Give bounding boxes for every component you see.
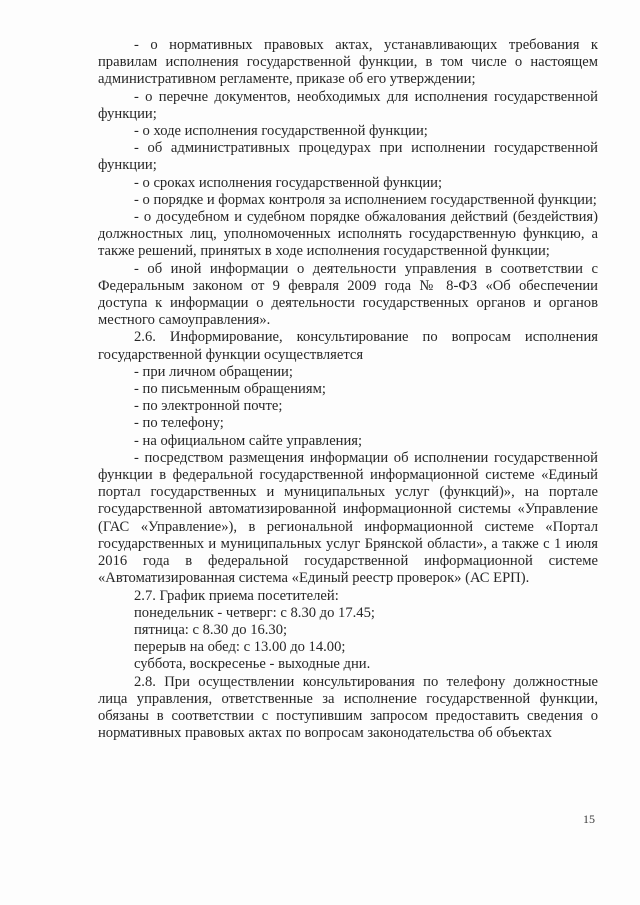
paragraph: - о ходе исполнения государственной функции; — [134, 123, 428, 140]
paragraph: - о порядке и формах контроля за исполнением государственной функции; — [134, 191, 597, 208]
document-body — [98, 37, 598, 742]
list-item: - по электронной почте; — [134, 398, 283, 415]
section-paragraph: 2.7. График приема посетителей: — [134, 587, 339, 604]
list-item: - посредством размещения информации об исполнении государственной функции в федеральной государственной информационной системе «Единый портал государственных и муниципальных услуг (функций)», на портале государственной автоматизированной информационной системы «Управление (ГАС «Управление»), в региональной информационной системе «Портал государственных и муниципальных услуг Брянской области», а также с 1 июля 2016 года в федеральной государственной информационной системе «Автоматизированная система «Единый реестр проверок» (АС ЕРП). — [98, 449, 598, 587]
paragraph: - о сроках исполнения государственной функции; — [134, 174, 442, 191]
paragraph: - об иной информации о деятельности управления в соответствии с Федеральным законом от 9 февраля 2009 года № 8-ФЗ «Об обеспечении доступа к информации о деятельности государственных органов и органов местного самоуправления». — [98, 260, 598, 329]
schedule-line: перерыв на обед: с 13.00 до 14.00; — [134, 639, 346, 656]
schedule-line: пятница: с 8.30 до 16.30; — [134, 621, 288, 638]
list-item: - на официальном сайте управления; — [134, 432, 363, 449]
paragraph: - о перечне документов, необходимых для исполнения государственной функции; — [98, 88, 598, 122]
paragraph: - об административных процедурах при исполнении государственной функции; — [98, 140, 598, 174]
paragraph: - о нормативных правовых актах, устанавливающих требования к правилам исполнения государственной функции, в том числе о настоящем административном регламенте, приказе об его утверждении; — [98, 37, 598, 88]
page-number: 15 — [583, 812, 595, 826]
list-item: - при личном обращении; — [134, 363, 293, 380]
schedule-line: суббота, воскресенье - выходные дни. — [134, 656, 371, 673]
section-paragraph: 2.8. При осуществлении консультирования по телефону должностные лица управления, ответственные за исполнение государственной функции, обязаны в соответствии с поступившим запросом предоставить сведения о нормативных правовых актах по вопросам законодательства об объектах — [98, 673, 598, 742]
section-paragraph: 2.6. Информирование, консультирование по вопросам исполнения государственной функции осуществляется — [98, 329, 598, 363]
paragraph: - о досудебном и судебном порядке обжалования действий (бездействия) должностных лиц, уполномоченных исполнять государственную функцию, а также решений, принятых в ходе исполнения государственной функции; — [98, 209, 598, 260]
schedule-line: понедельник - четверг: с 8.30 до 17.45; — [134, 604, 375, 621]
list-item: - по телефону; — [134, 415, 224, 432]
list-item: - по письменным обращениям; — [134, 381, 326, 398]
